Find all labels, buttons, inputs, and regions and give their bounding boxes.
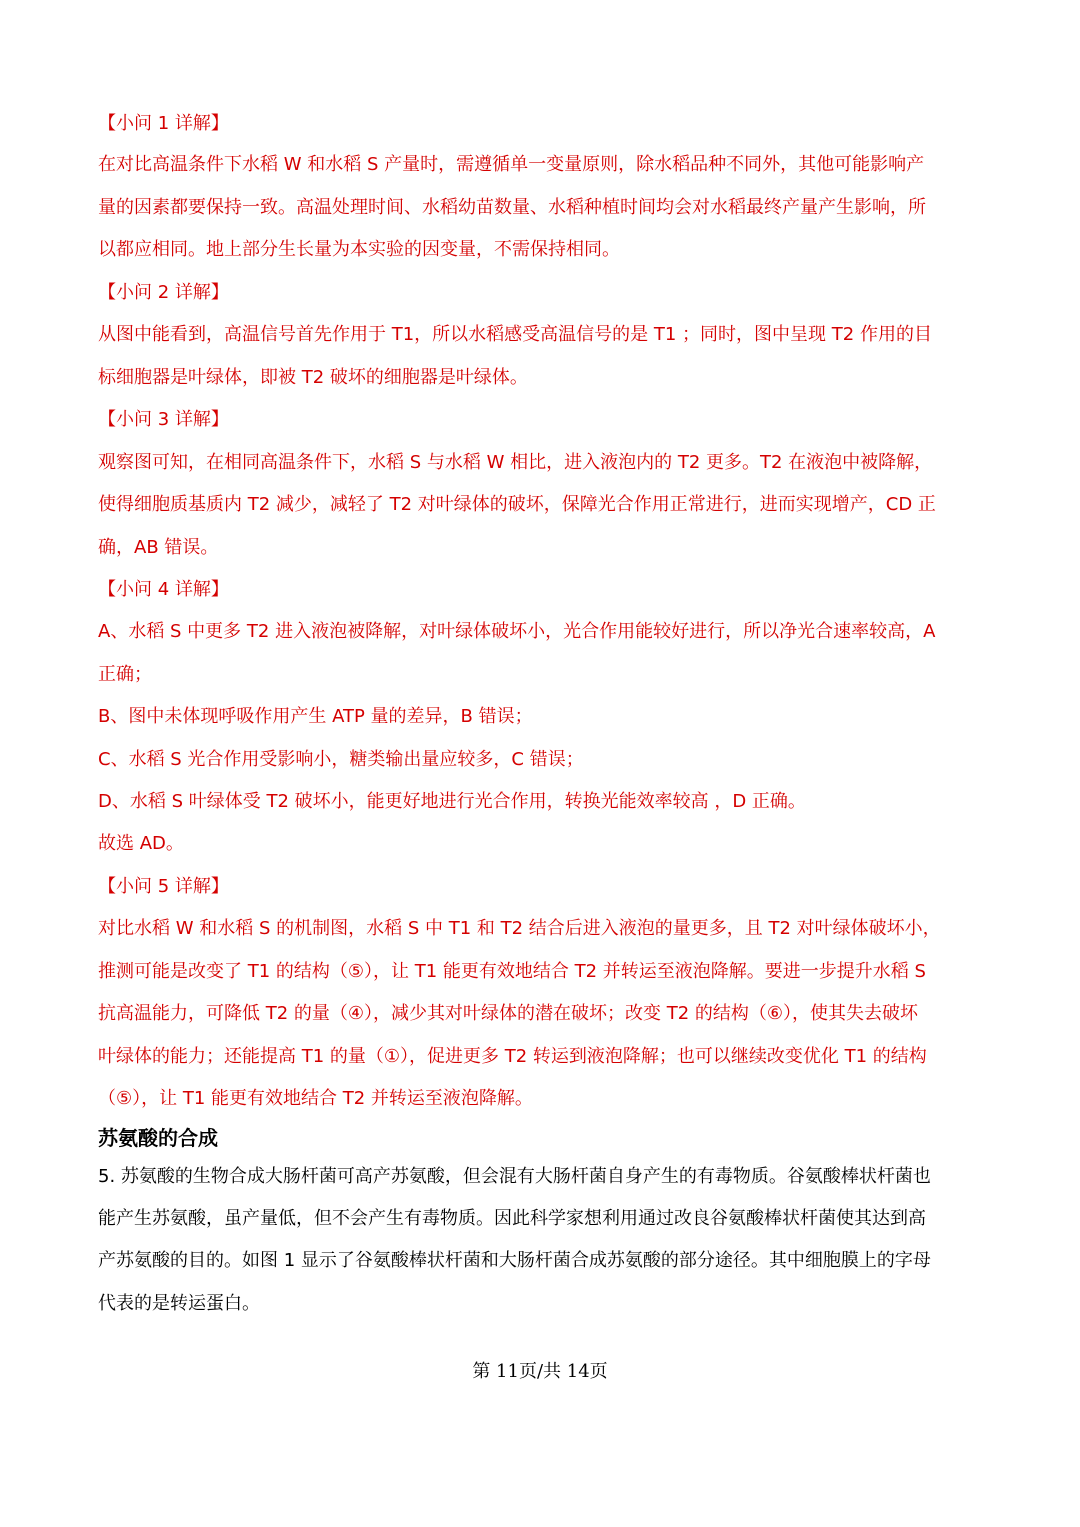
section-2-line-2: 标细胞器是叶绿体，即被 T2 破坏的细胞器是叶绿体。 xyxy=(98,367,528,388)
page-footer: 第 11页/共 14页 xyxy=(472,1361,608,1382)
section-2-line-1: 从图中能看到，高温信号首先作用于 T1，所以水稻感受高温信号的是 T1 ；同时，图中呈现 T2 作用的目 xyxy=(98,324,932,345)
section-heading: 苏氨酸的合成 xyxy=(98,1126,218,1150)
section-5-line-5: （⑤），让 T1 能更有效地结合 T2 并转运至液泡降解。 xyxy=(98,1088,533,1109)
section-3-title: 【小问 3 详解】 xyxy=(98,409,229,430)
section-5-title: 【小问 5 详解】 xyxy=(98,876,229,897)
section-1-line-1: 在对比高温条件下水稻 W 和水稻 S 产量时，需遵循单一变量原则，除水稻品种不同外，其他可能影响产 xyxy=(98,154,925,175)
question-line-2: 能产生苏氨酸，虽产量低，但不会产生有毒物质。因此科学家想利用通过改良谷氨酸棒状杆菌使其达到高 xyxy=(98,1208,926,1229)
section-4-line-6: 故选 AD。 xyxy=(98,833,184,854)
section-3-line-2: 使得细胞质基质内 T2 减少，减轻了 T2 对叶绿体的破坏，保障光合作用正常进行，进而实现增产，CD 正 xyxy=(98,494,936,515)
section-1-title: 【小问 1 详解】 xyxy=(98,113,229,134)
section-4-line-5: D、水稻 S 叶绿体受 T2 破坏小，能更好地进行光合作用，转换光能效率较高 ，D 正确。 xyxy=(98,791,806,812)
section-2-title: 【小问 2 详解】 xyxy=(98,282,229,303)
section-4-title: 【小问 4 详解】 xyxy=(98,579,229,600)
section-5-line-2: 推测可能是改变了 T1 的结构（⑤），让 T1 能更有效地结合 T2 并转运至液泡降解。要进一步提升水稻 S xyxy=(98,961,926,982)
section-4-line-4: C、水稻 S 光合作用受影响小，糖类输出量应较多，C 错误； xyxy=(98,749,584,770)
section-4-line-1: A、水稻 S 中更多 T2 进入液泡被降解，对叶绿体破坏小，光合作用能较好进行，所以净光合速率较高，A xyxy=(98,621,936,642)
section-1-line-2: 量的因素都要保持一致。高温处理时间、水稻幼苗数量、水稻种植时间均会对水稻最终产量产生影响，所 xyxy=(98,197,926,218)
section-5-line-4: 叶绿体的能力；还能提高 T1 的量（①），促进更多 T2 转运到液泡降解；也可以继续改变优化 T1 的结构 xyxy=(98,1046,927,1067)
question-line-4: 代表的是转运蛋白。 xyxy=(98,1293,260,1314)
section-3-line-1: 观察图可知，在相同高温条件下，水稻 S 与水稻 W 相比，进入液泡内的 T2 更多。T2 在液泡中被降解， xyxy=(98,452,933,473)
section-4-line-3: B、图中未体现呼吸作用产生 ATP 量的差异，B 错误； xyxy=(98,706,533,727)
question-line-3: 产苏氨酸的目的。如图 1 显示了谷氨酸棒状杆菌和大肠杆菌合成苏氨酸的部分途径。其中细胞膜上的字母 xyxy=(98,1250,931,1271)
section-1-line-3: 以都应相同。地上部分生长量为本实验的因变量，不需保持相同。 xyxy=(98,239,620,260)
section-5-line-3: 抗高温能力，可降低 T2 的量（④），减少其对叶绿体的潜在破坏；改变 T2 的结构（⑥），使其失去破坏 xyxy=(98,1003,919,1024)
section-5-line-1: 对比水稻 W 和水稻 S 的机制图，水稻 S 中 T1 和 T2 结合后进入液泡的量更多，且 T2 对叶绿体破坏小， xyxy=(98,918,941,939)
section-4-line-2: 正确； xyxy=(98,664,152,685)
question-line-1: 5. 苏氨酸的生物合成大肠杆菌可高产苏氨酸，但会混有大肠杆菌自身产生的有毒物质。谷氨酸棒状杆菌也 xyxy=(98,1166,931,1187)
section-3-line-3: 确，AB 错误。 xyxy=(98,537,219,558)
